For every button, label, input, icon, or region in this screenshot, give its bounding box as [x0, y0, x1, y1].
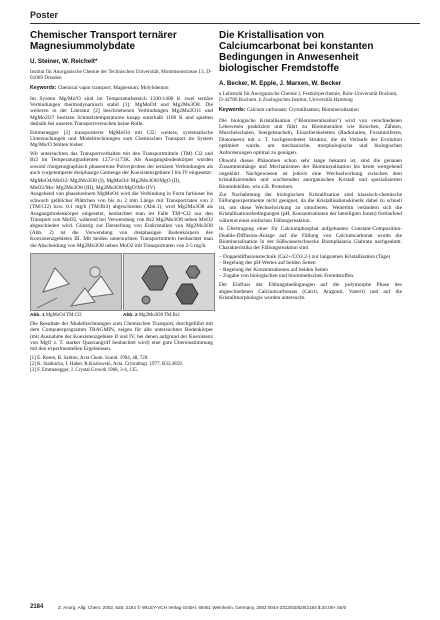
- figure-1-label: Abb. 1: [30, 312, 45, 318]
- left-title: Chemischer Transport ternärer Magnesiummolybdate: [30, 30, 177, 52]
- header-rule: [30, 23, 420, 24]
- page-footer: [30, 604, 420, 610]
- right-paragraph: Zur Nachahmung der biologischen Kristallisation sind klassisch-chemische Fällungsexperimente nicht geeignet, da die Kristallisationskinetik dabei zu schnell ist, um diese Wechselwirkung zu simulieren. Weiterhin verändern sich die Kristallisationsbedingungen (pH, Konzentrationen der beteiligten Ionen) fortlaufend während einer einfachen Fällungsreaktion.: [219, 192, 402, 224]
- chem-line: MgMoO4/MoO2/ Mg2Mo3O8 (I), MgMoO4/ Mg2Mo3O8/MgO (II),: [30, 178, 181, 185]
- right-paragraph: Die biologische Kristallisation ("Biomineralisation") wird von verschiedenen Lebewesen praktiziert und führt zu Biomineralien wie Knochen, Zähnen, Muschelschalen, Seeigelstacheln, Einzellerskeletten (Radiolarien, Foraminiferen, Diatomeen) mit z. T. hochgeordneter Struktur, die im Verlaufe der Evolution optimiert wurde, um mechanische, morphologische und biologischen Anforderungen optimal zu genügen.: [219, 117, 402, 156]
- left-paragraph: Ausgehend von phasenreinem MgMoO4 wird die Verbindung in Form farbloser bis schwach gelblicher Plättchen von bis zu 2 mm Länge mit Transportraten von 2 (TM:Cl2) bzw. 0.1 mg/h (TM:Br2) abgeschieden (Abb.1), wird Mg2Mo3O8 als Ausgangsbodenkörper eingesetzt, beobachtet man im Falle TM=Cl2 nur den Transport von MoO2, während bei Verwendung von Br2 Mg2Mo3O8 neben MoO2 abgeschieden wird. Günstig zur Darstellung von Einkristallen von Mg2Mo3O8 (Abb. 2) ist die Verwendung von dreiphasigen Bodenkörpern des Koexistenzgebietes III. Mit beiden untersuchten Transportmitteln beobachtet man die Abscheidung von Mg2Mo3O8 neben MoO2 mit Transportraten von 2-5 mg/h.: [30, 191, 213, 249]
- figure-2: [123, 253, 213, 319]
- left-affiliation: Institut für Anorganische Chemie der Technischen Universität, Mommsenstrasse 13, D-01069 Dresden: [30, 69, 212, 82]
- page-number: 2184: [30, 604, 44, 610]
- figure-2-text: Mg2Mo3O8 TM:Br2: [138, 312, 180, 318]
- list-item: – Zugabe von biologischen und biomimetischen Fremdstoffen.: [219, 272, 355, 279]
- left-paragraph: Im System Mg/Mo/O sind im Temperaturbereich 1100-1400 K zwei ternäre Verbindungen thermodynamisch stabil [1]: MgMoO4 und Mg2Mo3O8. Die weiteren in der Literatur [2] beschriebenen Verbindungen Mg2Mo2O11 und MgMo2O7 besitzen Schmelztemperaturen knapp unterhalb 1100 K und spielten deshalb bei unseren Transportversuchen keine Rolle.: [30, 95, 213, 128]
- left-column: [30, 30, 213, 374]
- list-item: – Regelung der Konzentrationen auf beiden Seiten: [219, 266, 328, 273]
- figure-2-label: Abb. 2: [123, 312, 138, 318]
- right-keywords: [219, 107, 402, 113]
- right-list: [219, 254, 402, 280]
- crystal-plates-image: [31, 254, 121, 310]
- right-authors: A. Becker, M. Epple, J. Marxen, W. Becker: [219, 80, 342, 87]
- right-keywords-label: Keywords:: [219, 107, 246, 114]
- footer-citation: Z. Anorg. Allg. Chem. 2002, 628, 2184 © WILEY-VCH Verlag GmbH, 69451 Weinheim, Germany, 2002 0044-2313/02/628/2184 $ 20.00+.50/0: [58, 605, 347, 610]
- right-affiliation: a Lehrstuhl für Anorganische Chemie I, Festkörperchemie, Ruhr-Universität Bochum, D-44780 Bochum. b Zoologisches Institut, Universität Hamburg: [219, 91, 398, 104]
- left-paragraph: Wir untersuchten das Transportverhalten mit den Transportmitteln (TM) Cl2 und Br2 im Temperaturgradienten 1273-1173K. Als Ausgangsbodenkörper wurden sowohl röntgenographisch phasenreine Pulverproben der ternären Verbindungen als auch vorgetemperte dreiphasige Gemenge der Koexistenzgebiete I bis IV eingesetzt:: [30, 150, 213, 177]
- figures: [30, 253, 213, 319]
- left-keywords-text: Chemical vapor transport; Magnesium; Molybdenum: [57, 85, 169, 92]
- right-paragraph: In Übertragung einer für Calciumphosphat aufgebauten Constant-Composition-Double-Diffusion-Anlage auf die Fällung von Calciumcarbonat wurde die Biomineralisation in der Süßwasserschnecke Biomphalaria Glabrata nachgeahmt. Charakteristika der Fällungsreaktion sind: [219, 226, 402, 252]
- section-label: Poster: [30, 10, 59, 20]
- right-column: [219, 30, 402, 304]
- right-paragraph: Obwohl dieses Phänomen schon sehr lange bekannt ist, sind die genauen Zusammenhänge und Mechanismen der Biomineralisation bis heute weitgehend ungeklärt. Nachgewiesen ist jedoch eine Wechselwirkung zwischen dem kristallisierenden und wachsenden anorganischen Kristall und spezialisierten Biomolekülen, wie z.B. Proteinen.: [219, 158, 402, 190]
- right-title: Die Kristallisation von Calciumcarbonat bei konstanten Bedingungen in Anwesenheit biologischer Fremdstoffe: [219, 30, 374, 74]
- crystal-hexagons-image: [124, 254, 214, 310]
- figure-1: [30, 253, 120, 319]
- figure-1-text: MgMoO4 TM:Cl2: [45, 312, 82, 318]
- left-keywords-label: Keywords:: [30, 85, 57, 92]
- right-paragraph: Der Einfluss der Fällungsbedingungen auf die polymorphe Phase des abgeschiedenen Calciumcarbonats (Calcit, Aragonit, Vaterit) und auf die Kristallmorphologie wurden untersucht.: [219, 282, 402, 302]
- page-header: [30, 10, 420, 24]
- left-paragraph: Die Resultate der Modellrechnungen zum Chemischen Transport, durchgeführt mit dem Computerprogramm TRAGMIN, zeigen für alle untersuchten Bodenkörper (mit Ausnahme der Koexistenzgebiete II und IV, bei denen aufgrund der Koexistenz von MgO z. T. starker Quarzangriff beobachtet wird) eine gute Übereinstimmung mit den experimentellen Ergebnissen.: [30, 320, 213, 353]
- reference-item: [3] F. Emmenegger, J. Crystal Growth 1968, 3-4, 135.: [30, 367, 138, 373]
- left-keywords: [30, 85, 213, 91]
- chem-list: [30, 178, 213, 191]
- reference-item: [1] E. Rosen, B. Saitton, Acta Chem. Scand. 1994, 48, 720.: [30, 355, 149, 361]
- list-item: – Regelung des pH-Wertes auf beiden Seiten: [219, 260, 316, 267]
- left-authors: U. Steiner, W. Reichelt*: [30, 58, 98, 65]
- chem-line: MoO2/Mo/ Mg2Mo3O8 (III), Mg2Mo3O8/MgO/Mo (IV): [30, 184, 156, 191]
- right-keywords-text: Calcium carbonate; Crystallisation; Biomineralisation: [246, 107, 359, 114]
- left-paragraph: Emmenegger [3] transportierte MgMoO4 mit Cl2; weitere, systematische Untersuchungen und Modellrechnungen zum Chemischen Transport im System Mg/Mo/O fehlten bisher.: [30, 129, 213, 149]
- figure-2-caption: [123, 313, 213, 319]
- figure-1-caption: [30, 313, 120, 319]
- reference-item: [2] K. Stadnicka, J. Haber, R.Kozlowski, Acta. Crystallogr. 1977, B33,3859.: [30, 361, 183, 367]
- references: [30, 356, 213, 374]
- figure-1-image: [30, 253, 122, 311]
- list-item: – Doppeldiffusionstechnik (Ca2+/CO3 2-) zur langsamen Kristallisation (Tage): [219, 253, 391, 260]
- figure-2-image: [123, 253, 215, 311]
